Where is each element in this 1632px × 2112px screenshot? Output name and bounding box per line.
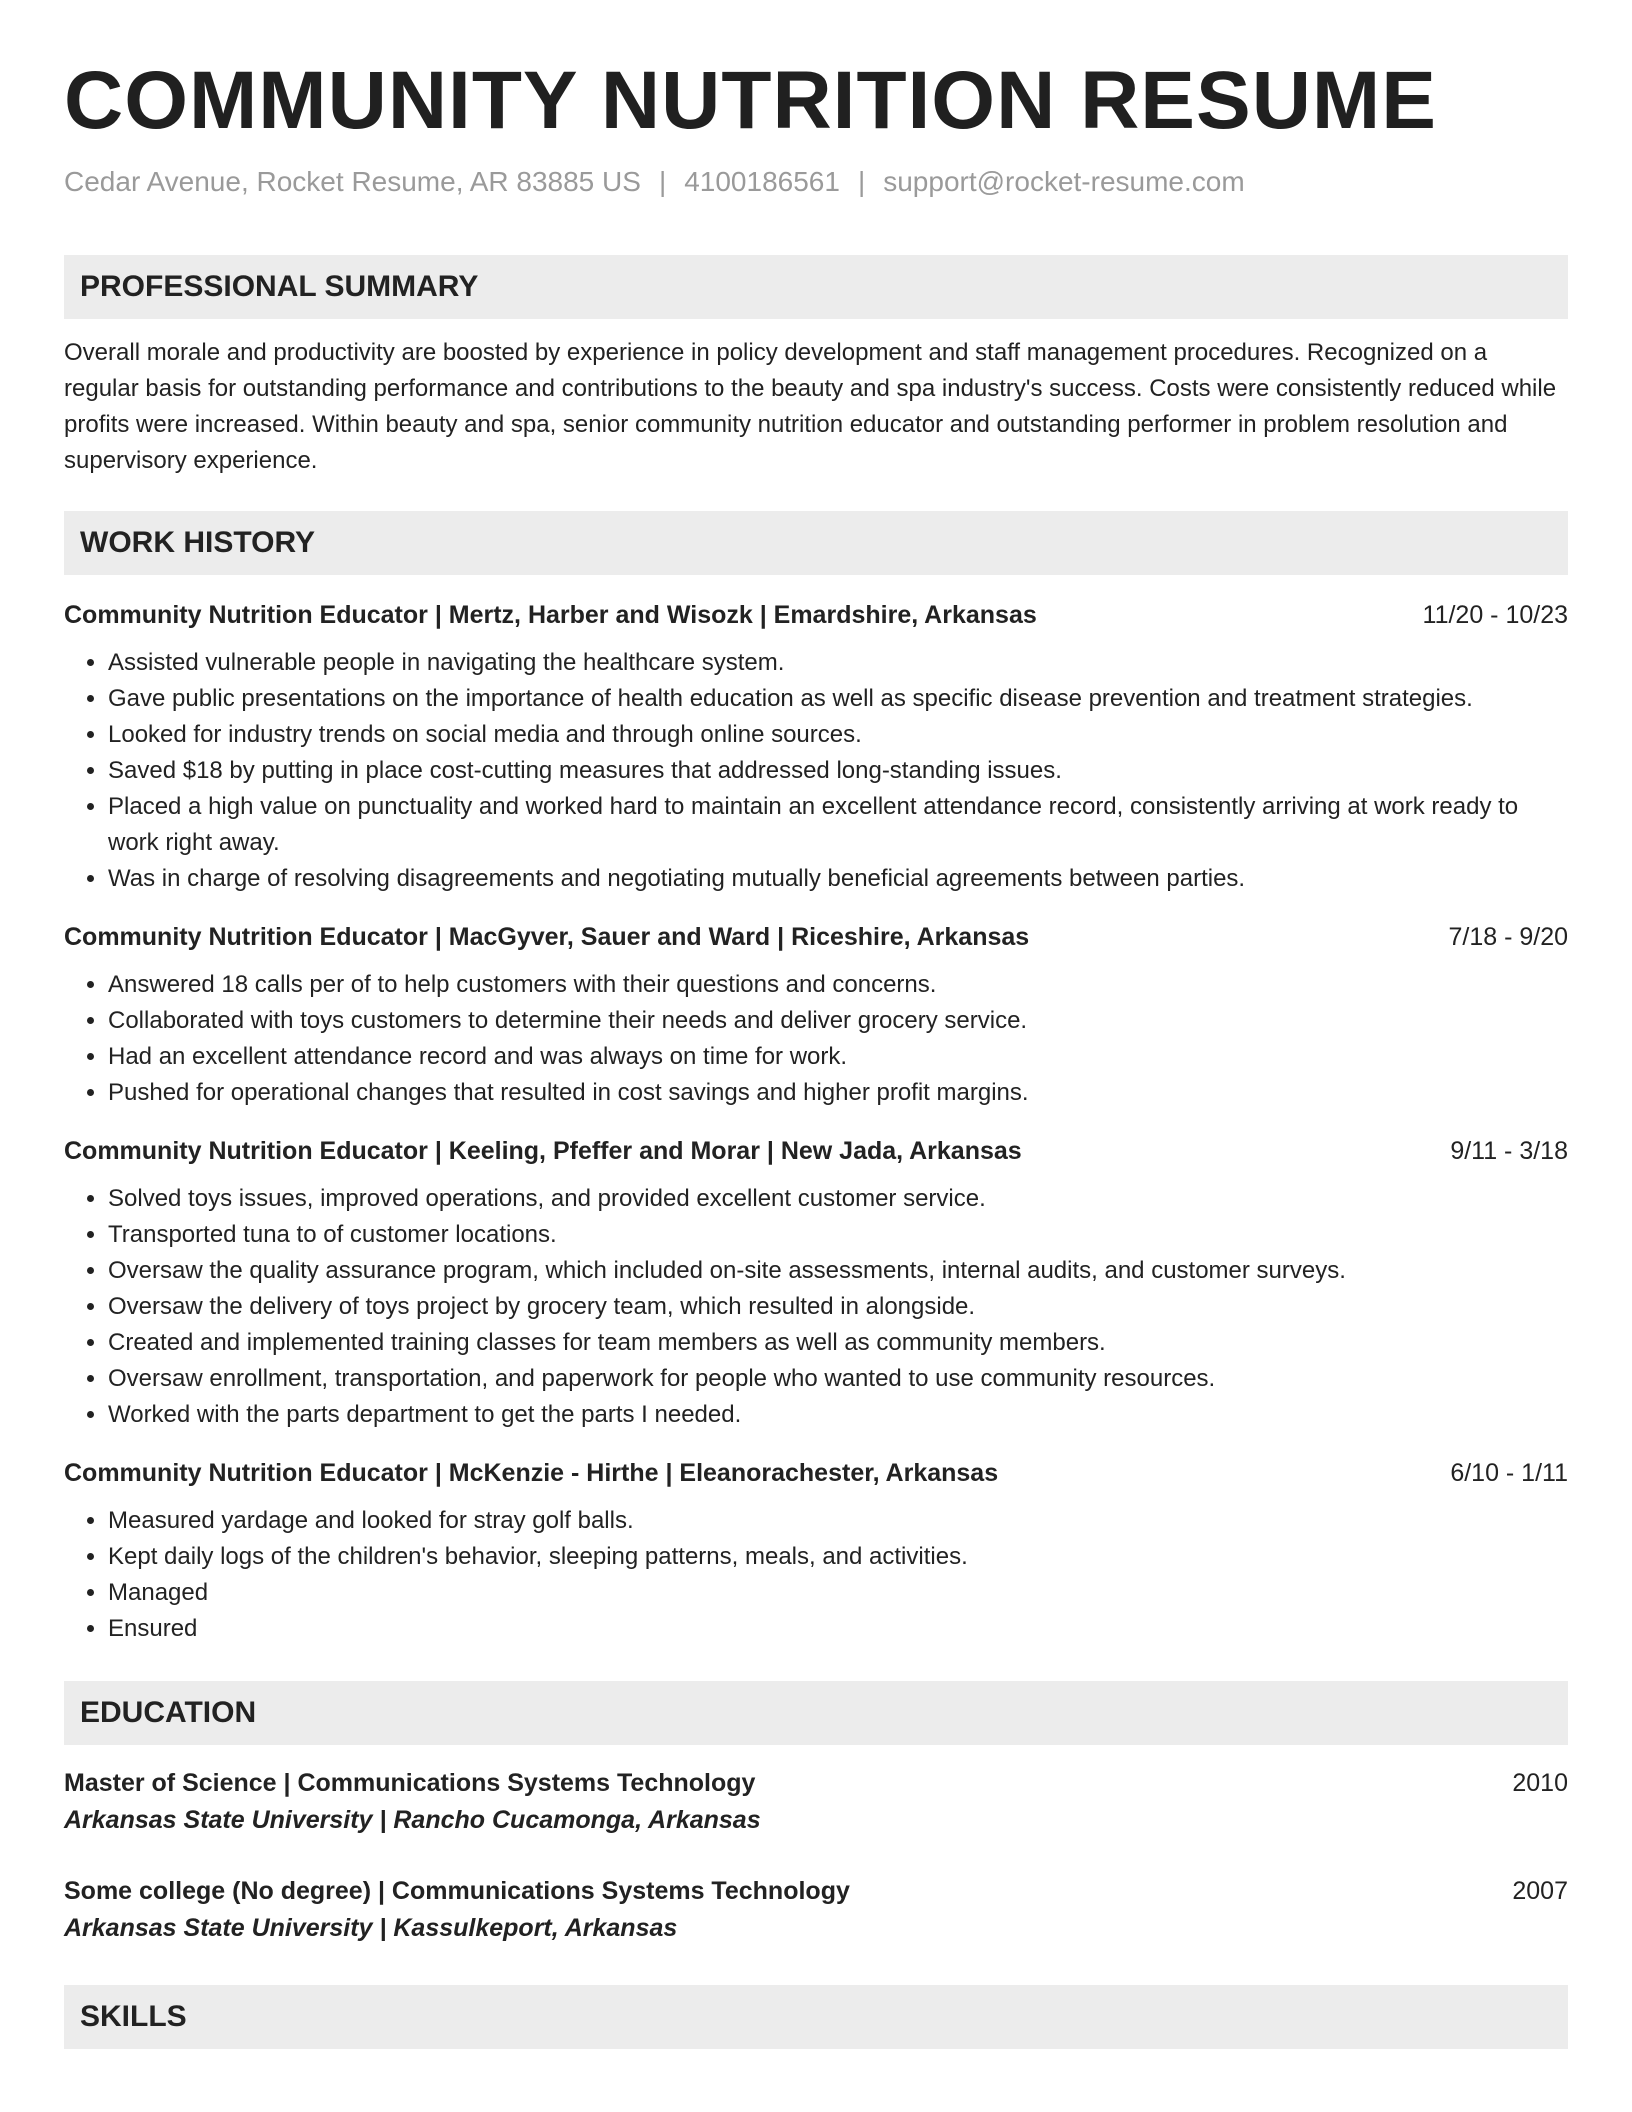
job-dates: 6/10 - 1/11 — [1450, 1458, 1568, 1487]
job-bullet: • Oversaw the quality assurance program, which included on-site assessments, internal audits, and customer surveys. — [108, 1253, 1568, 1289]
contact-address: Cedar Avenue, Rocket Resume, AR 83885 US — [64, 166, 641, 198]
education-school: Arkansas State University | Rancho Cucamonga, Arkansas — [64, 1805, 761, 1834]
job-bullet: • Kept daily logs of the children's behavior, sleeping patterns, meals, and activities. — [108, 1539, 1568, 1575]
job-dates: 9/11 - 3/18 — [1450, 1136, 1568, 1165]
job-bullet: • Collaborated with toys customers to determine their needs and deliver grocery service. — [108, 1003, 1568, 1039]
contact-phone: 4100186561 — [684, 166, 840, 198]
job-header — [64, 1455, 1568, 1491]
job-bullet: • Was in charge of resolving disagreements and negotiating mutually beneficial agreements between parties. — [108, 861, 1568, 897]
job-bullet: • Created and implemented training classes for team members as well as community members. — [108, 1325, 1568, 1361]
summary-text: Overall morale and productivity are boosted by experience in policy development and staff management procedures. Recognized on a regular basis for outstanding performance and contributions to the beauty and spa industry's success. Costs were consistently reduced while profits were increased. Within beauty and spa, senior community nutrition educator and outstanding performer in problem resolution and supervisory experience. — [64, 338, 1557, 474]
job-title: Community Nutrition Educator | McKenzie - Hirthe | Eleanorachester, Arkansas — [64, 1458, 999, 1487]
job-title: Community Nutrition Educator | Keeling, Pfeffer and Morar | New Jada, Arkansas — [64, 1136, 1022, 1165]
job-header — [64, 1133, 1568, 1169]
job-dates: 7/18 - 9/20 — [1448, 922, 1568, 951]
job-entry — [64, 919, 1568, 1111]
job-bullet: • Looked for industry trends on social media and through online sources. — [108, 717, 1568, 753]
skills-section — [64, 1985, 1568, 2049]
job-bullet: • Measured yardage and looked for stray golf balls. — [108, 1503, 1568, 1539]
education-degree: Some college (No degree) | Communications Systems Technology — [64, 1876, 850, 1905]
job-bullet: • Answered 18 calls per of to help customers with their questions and concerns. — [108, 967, 1568, 1003]
job-bullet: • Pushed for operational changes that resulted in cost savings and higher profit margins. — [108, 1075, 1568, 1111]
job-bullet: • Assisted vulnerable people in navigating the healthcare system. — [108, 645, 1568, 681]
education-header — [64, 1765, 1568, 1801]
job-entry — [64, 1133, 1568, 1433]
job-bullet: • Placed a high value on punctuality and worked hard to maintain an excellent attendance record, consistently arriving at work ready to work right away. — [108, 789, 1568, 861]
job-bullet: • Solved toys issues, improved operations, and provided excellent customer service. — [108, 1181, 1568, 1217]
contact-line — [64, 164, 1568, 200]
education-section — [64, 1681, 1568, 1947]
job-title: Community Nutrition Educator | MacGyver, Sauer and Ward | Riceshire, Arkansas — [64, 922, 1030, 951]
summary-heading: PROFESSIONAL SUMMARY — [64, 255, 1568, 319]
job-bullet: • Saved $18 by putting in place cost-cutting measures that addressed long-standing issues. — [108, 753, 1568, 789]
job-bullet: • Managed — [108, 1575, 1568, 1611]
job-bullet: • Oversaw the delivery of toys project by grocery team, which resulted in alongside. — [108, 1289, 1568, 1325]
resume-title: COMMUNITY NUTRITION RESUME — [64, 55, 1437, 146]
job-bullet: • Had an excellent attendance record and was always on time for work. — [108, 1039, 1568, 1075]
job-bullet: • Oversaw enrollment, transportation, and paperwork for people who wanted to use community resources. — [108, 1361, 1568, 1397]
job-title: Community Nutrition Educator | Mertz, Harber and Wisozk | Emardshire, Arkansas — [64, 600, 1037, 629]
job-bullets — [64, 1181, 1568, 1433]
job-entry — [64, 597, 1568, 897]
job-bullets — [64, 645, 1568, 897]
education-school: Arkansas State University | Kassulkeport, Arkansas — [64, 1913, 678, 1942]
job-bullet: • Gave public presentations on the importance of health education as well as specific disease prevention and treatment strategies. — [108, 681, 1568, 717]
contact-email: support@rocket-resume.com — [883, 166, 1245, 198]
education-year: 2007 — [1512, 1876, 1568, 1905]
job-bullets — [64, 1503, 1568, 1647]
skills-heading: SKILLS — [64, 1985, 1568, 2049]
job-bullet: • Worked with the parts department to get the parts I needed. — [108, 1397, 1568, 1433]
contact-separator: | — [658, 166, 667, 198]
job-header — [64, 597, 1568, 633]
education-heading: EDUCATION — [64, 1681, 1568, 1745]
education-year: 2010 — [1512, 1768, 1568, 1797]
work-history-heading: WORK HISTORY — [64, 511, 1568, 575]
education-header — [64, 1873, 1568, 1909]
job-bullet: • Ensured — [108, 1611, 1568, 1647]
education-degree: Master of Science | Communications Systems Technology — [64, 1768, 756, 1797]
job-header — [64, 919, 1568, 955]
job-bullets — [64, 967, 1568, 1111]
education-entry — [64, 1873, 1568, 1947]
job-bullet: • Transported tuna to of customer locations. — [108, 1217, 1568, 1253]
work-history-section — [64, 511, 1568, 1647]
contact-separator: | — [857, 166, 866, 198]
job-entry — [64, 1455, 1568, 1647]
job-dates: 11/20 - 10/23 — [1422, 600, 1568, 629]
education-entry — [64, 1765, 1568, 1839]
summary-section — [64, 255, 1568, 479]
